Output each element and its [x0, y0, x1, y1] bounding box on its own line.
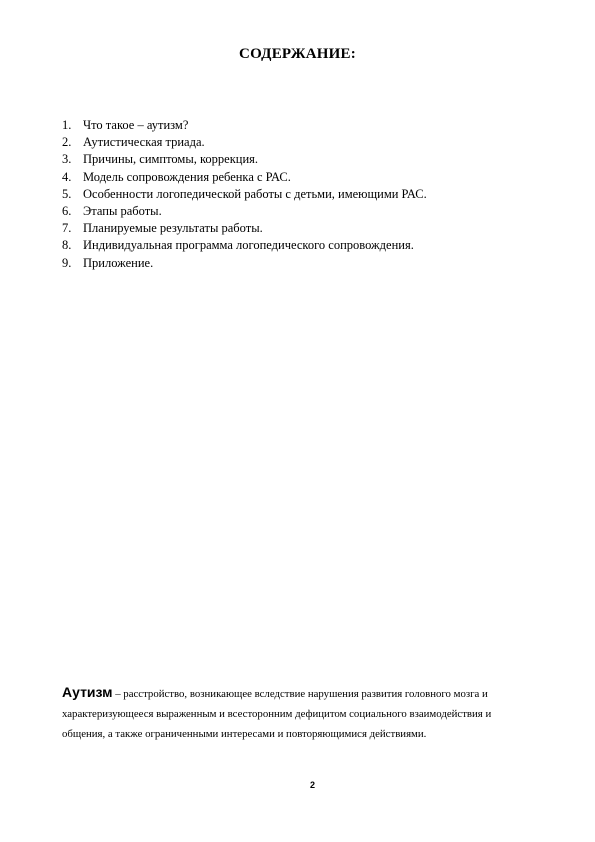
page-title: СОДЕРЖАНИЕ:: [239, 46, 356, 62]
toc-item: [62, 203, 427, 220]
page-number: 2: [309, 780, 315, 790]
toc-item-text: Аутистическая триада.: [83, 135, 205, 150]
toc-item-number: 7.: [62, 221, 72, 236]
toc-item-text: Что такое – аутизм?: [83, 118, 189, 132]
definition-line-2: характеризующееся выраженным и всесторонним дефицитом социального взаимодействия и: [62, 708, 492, 720]
toc-item: [62, 186, 427, 203]
toc-item: [62, 220, 427, 237]
toc-item-number: 2.: [62, 135, 72, 150]
toc-item-text: Планируемые результаты работы.: [83, 221, 263, 236]
toc-item-number: 6.: [62, 204, 72, 219]
toc-item-text: Приложение.: [83, 255, 154, 270]
toc-item-text: Индивидуальная программа логопедического сопровождения.: [83, 238, 414, 253]
toc-item-number: 4.: [62, 169, 72, 184]
toc-item-text: Особенности логопедической работы с детьми, имеющими РАС.: [83, 186, 427, 201]
definition-line-1: [62, 682, 542, 704]
table-of-contents: [62, 117, 427, 272]
toc-item-number: 1.: [62, 118, 72, 132]
toc-item: [62, 117, 427, 134]
toc-item: [62, 134, 427, 151]
autism-definition: [62, 682, 542, 744]
toc-item-text: Причины, симптомы, коррекция.: [83, 152, 259, 167]
definition-text-1: – расстройство, возникающее вследствие нарушения развития головного мозга и: [112, 688, 488, 700]
definition-line-3: общения, а также ограниченными интересами и повторяющимися действиями.: [62, 728, 427, 740]
toc-item-number: 5.: [62, 186, 72, 201]
definition-term: Аутизм: [62, 684, 113, 700]
toc-item-number: 9.: [62, 255, 72, 270]
toc-item: [62, 169, 427, 186]
toc-item-number: 3.: [62, 152, 72, 167]
toc-item: [62, 151, 427, 168]
toc-item: [62, 255, 427, 272]
toc-item-number: 8.: [62, 238, 72, 253]
toc-item: [62, 237, 427, 254]
toc-item-text: Модель сопровождения ребенка с РАС.: [83, 169, 291, 184]
toc-item-text: Этапы работы.: [83, 204, 162, 219]
